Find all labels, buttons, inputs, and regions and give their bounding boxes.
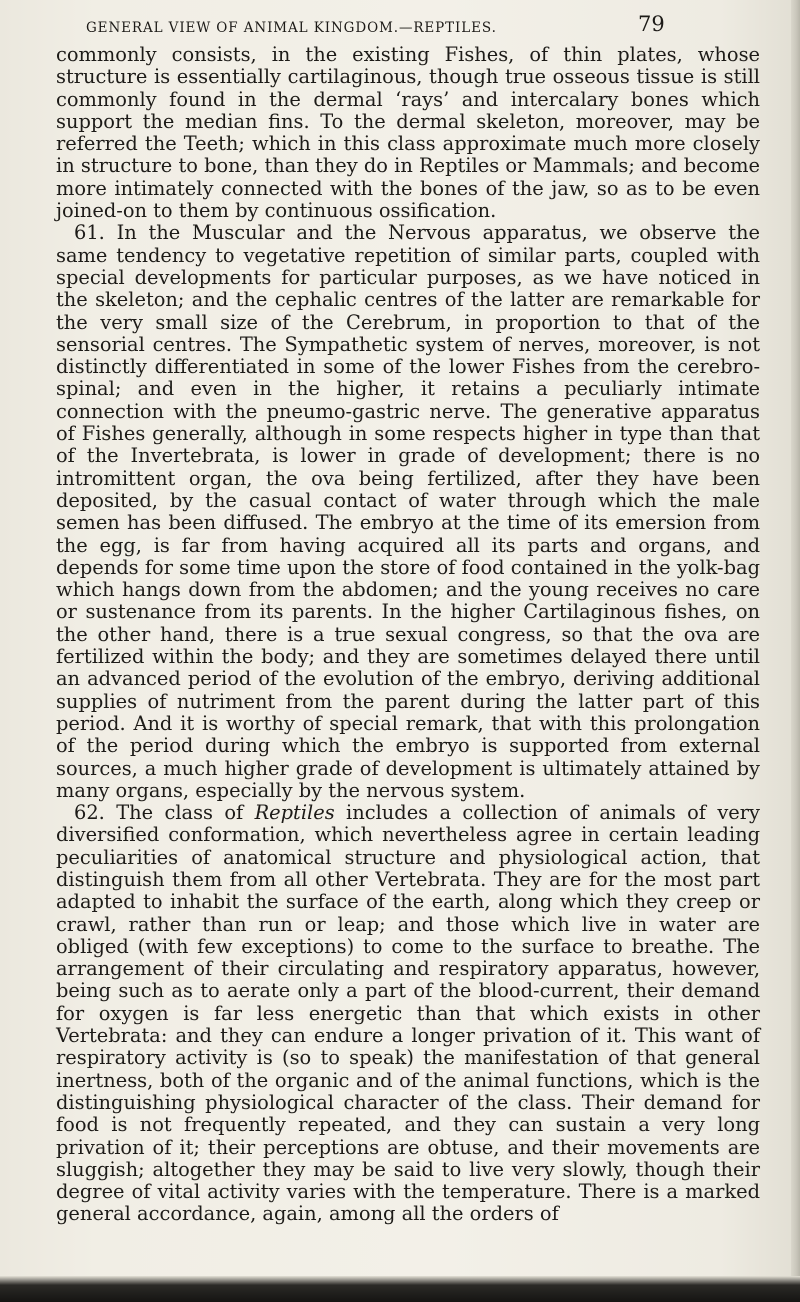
paragraph-61 <box>56 222 760 802</box>
text-run: includes a collection of animals of very diversified conformation, which nevertheless agree in certain leading peculiarities of anatomical structure and physiological action, that distinguish them from all other Vertebrata. They are for the most part adapted to inhabit the surface of the earth, along which they creep or crawl, rather than run or leap; and those which live in water are obliged (with few exceptions) to come to the surface to breathe. The arrangement of their circulating and respiratory apparatus, however, being such as to aerate only a part of the blood-current, their demand for oxygen is far less energetic than that which exists in other Vertebrata: and they can endure a longer privation of it. This want of respiratory activity is (so to speak) the manifestation of that general inertness, both of the organic and of the animal functions, which is the distinguishing physiological character of the class. Their demand for food is not frequently repeated, and they can sustain a very long privation of it; their perceptions are obtuse, and their movements are sluggish; altogether they may be said to live very slowly, though their degree of vital activity varies with the temperature. There is a marked general accordance, again, among all the orders of <box>56 801 761 1226</box>
paragraph <box>56 44 760 222</box>
italic-term-reptiles: Reptiles <box>254 801 335 825</box>
paragraph-62 <box>56 802 760 1226</box>
scan-bottom-edge <box>0 1276 800 1302</box>
page-header <box>0 12 800 42</box>
text-run: 62. The class of <box>74 801 255 825</box>
page-edge-shadow <box>791 0 800 1302</box>
page-number: 79 <box>638 12 665 36</box>
text-run: commonly consists, in the existing Fishes, of thin plates, whose structure is essentially cartilaginous, though true osseous tissue is still commonly found in the dermal ‘rays’ and intercalary bones which support the median fins. To the dermal skeleton, moreover, may be referred the Teeth; which in this class approximate much more closely in structure to bone, than they do in Reptiles or Mammals; and become more intimately connected with the bones of the jaw, so as to be even joined-on to them by continuous ossification. <box>56 43 760 223</box>
text-run: 61. In the Muscular and the Nervous apparatus, we observe the same tendency to vegetative repetition of similar parts, coupled with special developments for particular purposes, as we have noticed in the skeleton; and the cephalic centres of the latter are remarkable for the very small size of the Cerebrum, in proportion to that of the sensorial centres. The Sympathetic system of nerves, moreover, is not distinctly differentiated in some of the lower Fishes from the cerebro-spinal; and even in the higher, it retains a peculiarly intimate connection with the pneumo-gastric nerve. The generative apparatus of Fishes generally, although in some respects higher in type than that of the Invertebrata, is lower in grade of development; there is no intromittent organ, the ova being fertilized, after they have been deposited, by the casual contact of water through which the male semen has been diffused. The embryo at the time of its emersion from the egg, is far from having acquired all its parts and organs, and depends for some time upon the store of food contained in the yolk-bag which hangs down from the abdomen; and the young receives no care or sustenance from its parents. In the higher Cartilaginous fishes, on the other hand, there is a true sexual congress, so that the ova are fertilized within the body; and they are sometimes delayed there until an advanced period of the evolution of the embryo, deriving additional supplies of nutriment from the parent during the latter part of this period. And it is worthy of special remark, that with this prolongation of the period during which the embryo is supported from external sources, a much higher grade of development is ultimately attained by many organs, especially by the nervous system. <box>56 221 760 802</box>
body-text <box>56 44 760 1226</box>
running-head: GENERAL VIEW OF ANIMAL KINGDOM.—REPTILES. <box>86 20 497 36</box>
